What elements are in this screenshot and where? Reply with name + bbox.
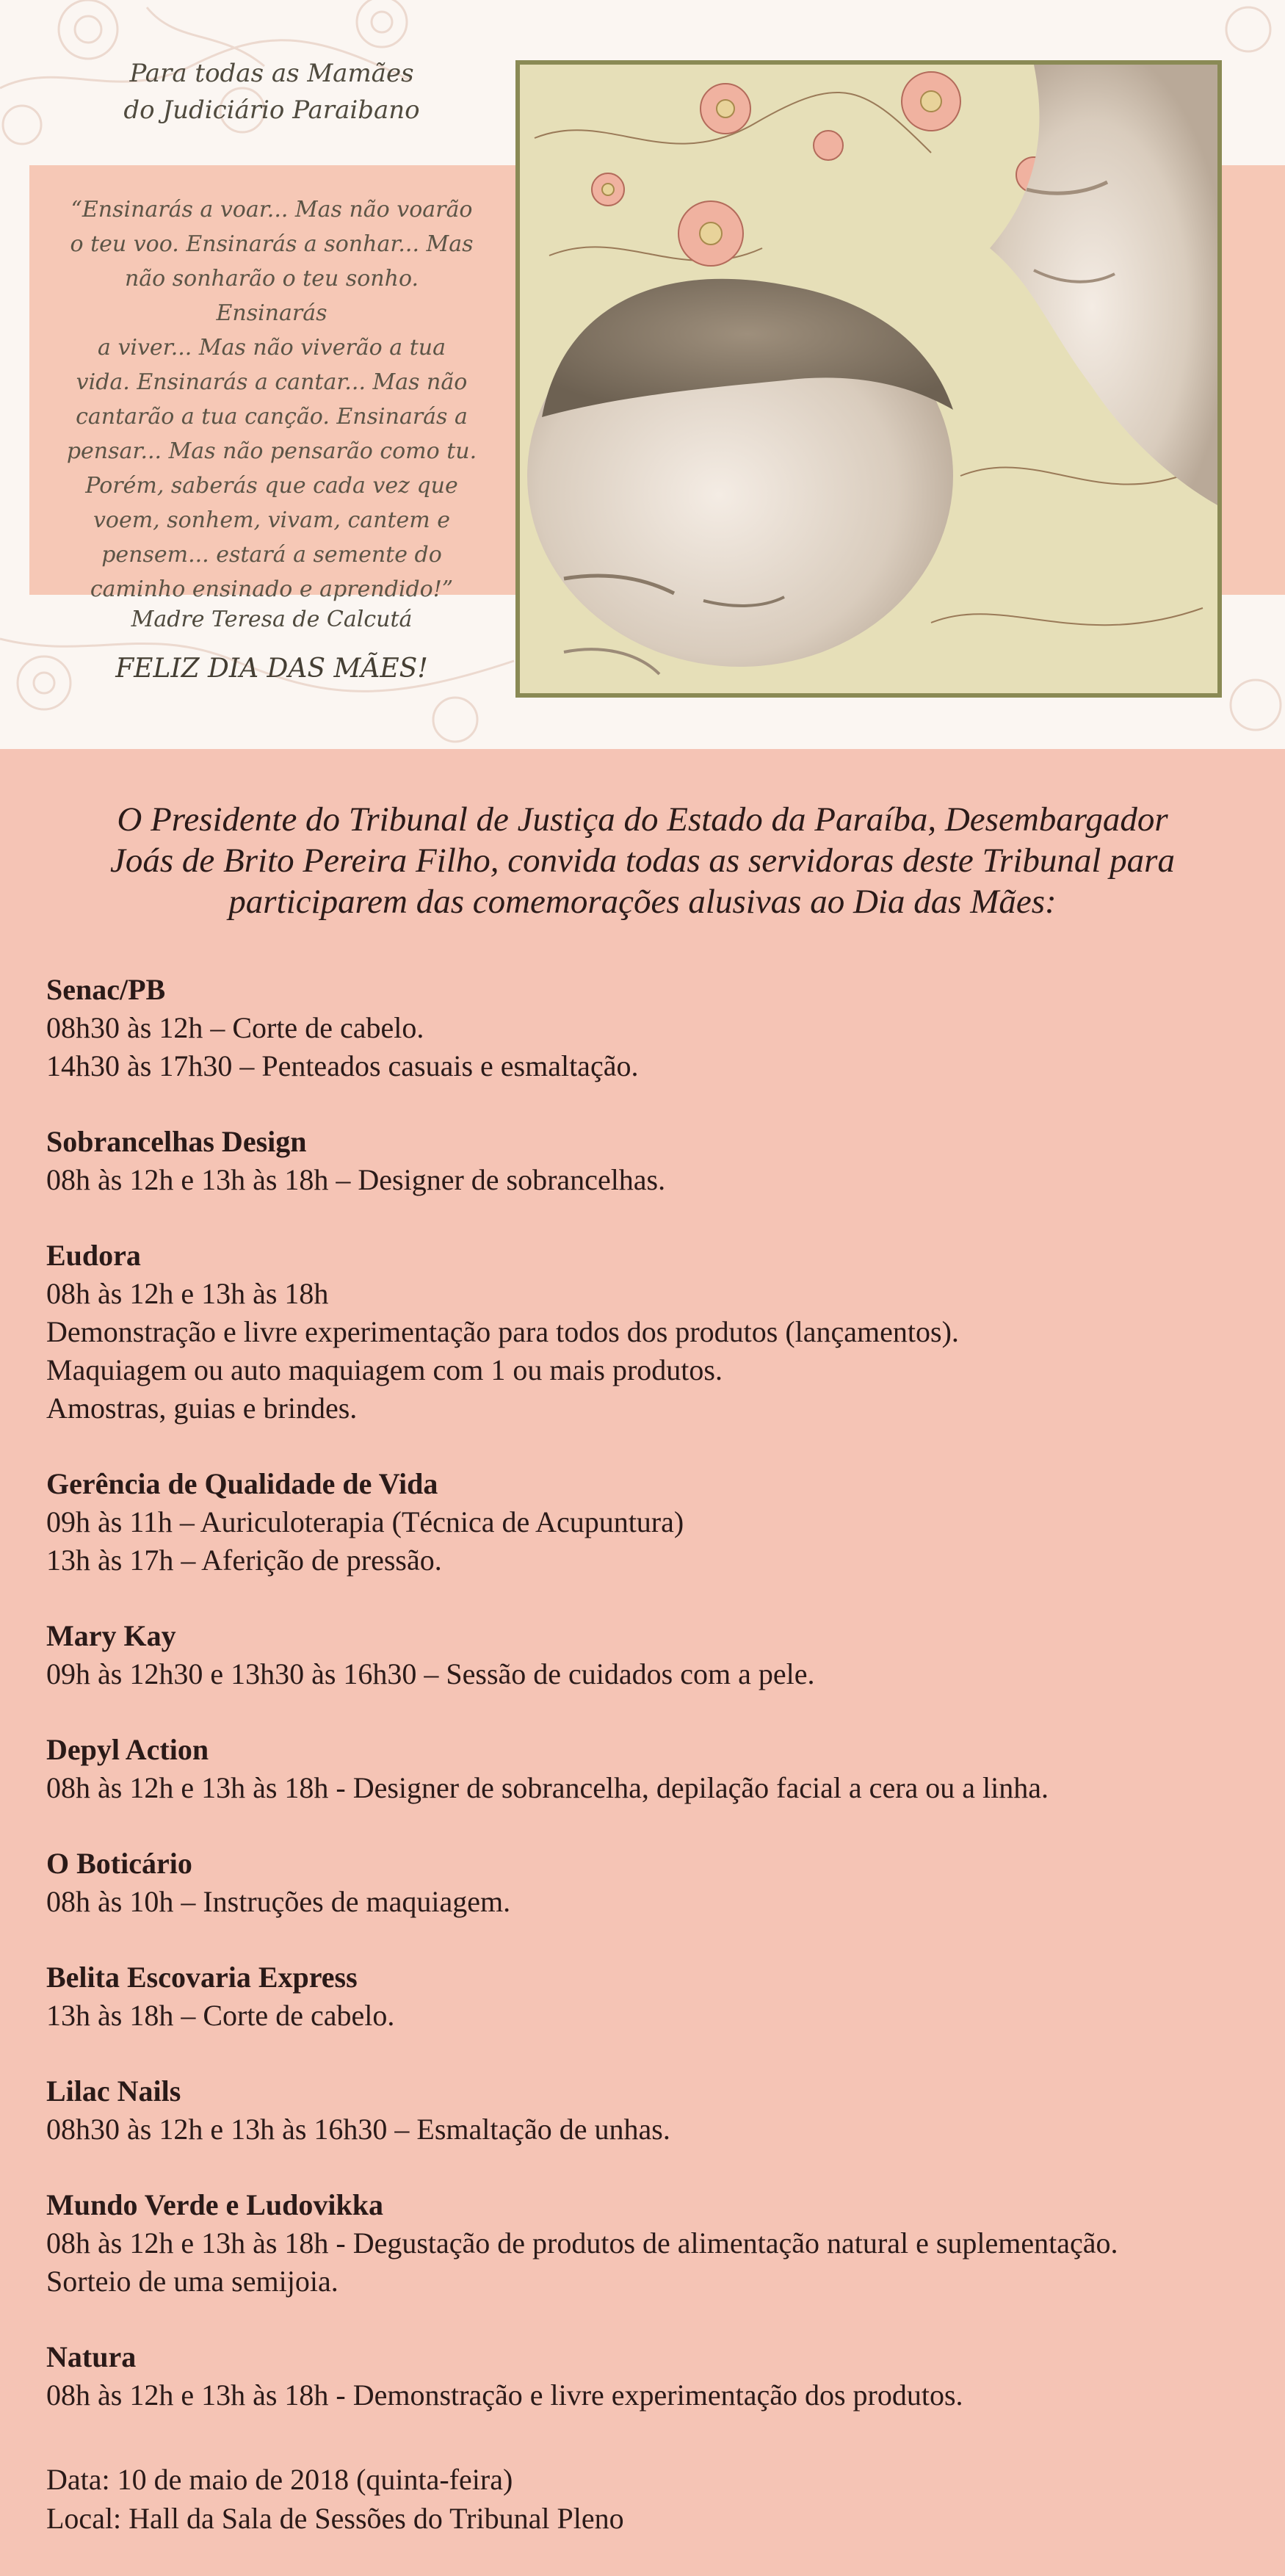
- section-line: 08h às 12h e 13h às 18h: [46, 1277, 329, 1310]
- section-title: Natura: [46, 2340, 137, 2373]
- quote: [66, 192, 477, 607]
- schedule-section: [46, 1731, 1265, 1807]
- schedule-section: [46, 1237, 1265, 1428]
- quote-line: não sonharão o teu sonho. Ensinarás: [124, 266, 419, 326]
- section-line: 08h às 12h e 13h às 18h - Degustação de produtos de alimentação natural e suplementação.: [46, 2226, 1118, 2260]
- section-title: Eudora: [46, 1239, 141, 1272]
- quote-author: Madre Teresa de Calcutá: [131, 607, 413, 632]
- section-line: 13h às 18h – Corte de cabelo.: [46, 1999, 395, 2032]
- greeting: [51, 55, 492, 129]
- event-details: [46, 2460, 1265, 2538]
- section-line: 08h30 às 12h – Corte de cabelo.: [46, 1011, 424, 1044]
- schedule-section: [46, 2338, 1265, 2414]
- section-line: 09h às 12h30 e 13h30 às 16h30 – Sessão de cuidados com a pele.: [46, 1657, 815, 1690]
- section-title: Mary Kay: [46, 1619, 176, 1652]
- schedule-section: [46, 1465, 1265, 1580]
- section-line: 08h às 12h e 13h às 18h - Demonstração e livre experimentação dos produtos.: [46, 2378, 963, 2412]
- section-title: Senac/PB: [46, 973, 166, 1006]
- schedule-section: [46, 971, 1265, 1085]
- section-line: Sorteio de uma semijoia.: [46, 2265, 339, 2298]
- section-line: 08h às 10h – Instruções de maquiagem.: [46, 1885, 511, 1918]
- section-line: Maquiagem ou auto maquiagem com 1 ou mais produtos.: [46, 1353, 723, 1386]
- section-line: 13h às 17h – Aferição de pressão.: [46, 1544, 442, 1577]
- invitation-line: O Presidente do Tribunal de Justiça do Estado da Paraíba, Desembargador: [117, 800, 1168, 839]
- section-line: Demonstração e livre experimentação para todos dos produtos (lançamentos).: [46, 1315, 959, 1348]
- quote-line: pensem... estará a semente do: [101, 542, 442, 568]
- quote-line: caminho ensinado e aprendido!”: [90, 576, 454, 602]
- section-line: 08h às 12h e 13h às 18h - Designer de sobrancelha, depilação facial a cera ou a linha.: [46, 1771, 1049, 1804]
- quote-line: a viver... Mas não viverão a tua: [98, 335, 446, 361]
- quote-line: cantarão a tua canção. Ensinarás a: [76, 404, 468, 430]
- section-title: Mundo Verde e Ludovikka: [46, 2188, 384, 2221]
- event-location: Local: Hall da Sala de Sessões do Tribunal Pleno: [46, 2502, 624, 2535]
- schedule-section: [46, 2072, 1265, 2149]
- schedule-section: [46, 1958, 1265, 2035]
- section-title: Belita Escovaria Express: [46, 1961, 358, 1994]
- section-title: Depyl Action: [46, 1733, 209, 1766]
- mother-and-baby-photo: [515, 60, 1222, 698]
- event-date: Data: 10 de maio de 2018 (quinta-feira): [46, 2463, 513, 2496]
- header-card: [0, 0, 1285, 749]
- section-line: Amostras, guias e brindes.: [46, 1392, 358, 1425]
- invitation-line: participarem das comemorações alusivas ao Dia das Mães:: [228, 883, 1057, 921]
- schedule-section: [46, 1617, 1265, 1693]
- invitation-line: Joás de Brito Pereira Filho, convida todas as servidoras deste Tribunal para: [110, 842, 1175, 880]
- schedule-list: [46, 971, 1265, 2452]
- section-line: 09h às 11h – Auriculoterapia (Técnica de Acupuntura): [46, 1505, 684, 1538]
- section-title: Gerência de Qualidade de Vida: [46, 1467, 438, 1500]
- section-title: Lilac Nails: [46, 2074, 181, 2108]
- invitation-text: [29, 799, 1256, 922]
- section-line: 08h às 12h e 13h às 18h – Designer de sobrancelhas.: [46, 1163, 666, 1196]
- section-title: Sobrancelhas Design: [46, 1125, 307, 1158]
- quote-line: “Ensinarás a voar... Mas não voarão: [70, 197, 473, 222]
- quote-line: o teu voo. Ensinarás a sonhar... Mas: [70, 231, 474, 257]
- section-line: 08h30 às 12h e 13h às 16h30 – Esmaltação de unhas.: [46, 2113, 670, 2146]
- greeting-line: do Judiciário Paraibano: [123, 95, 420, 125]
- quote-line: voem, sonhem, vivam, cantem e: [93, 507, 451, 533]
- section-title: O Boticário: [46, 1847, 192, 1880]
- slogan: FELIZ DIA DAS MÃES!: [115, 654, 428, 684]
- section-line: 14h30 às 17h30 – Penteados casuais e esmaltação.: [46, 1049, 639, 1082]
- greeting-line: Para todas as Mamães: [129, 59, 414, 88]
- quote-line: Porém, saberás que cada vez que: [85, 473, 458, 499]
- photo-illustration-icon: [520, 65, 1217, 693]
- quote-line: pensar... Mas não pensarão como tu.: [66, 438, 477, 464]
- schedule-section: [46, 1123, 1265, 1199]
- schedule-section: [46, 1845, 1265, 1921]
- quote-line: vida. Ensinarás a cantar... Mas não: [76, 369, 468, 395]
- schedule-section: [46, 2186, 1265, 2301]
